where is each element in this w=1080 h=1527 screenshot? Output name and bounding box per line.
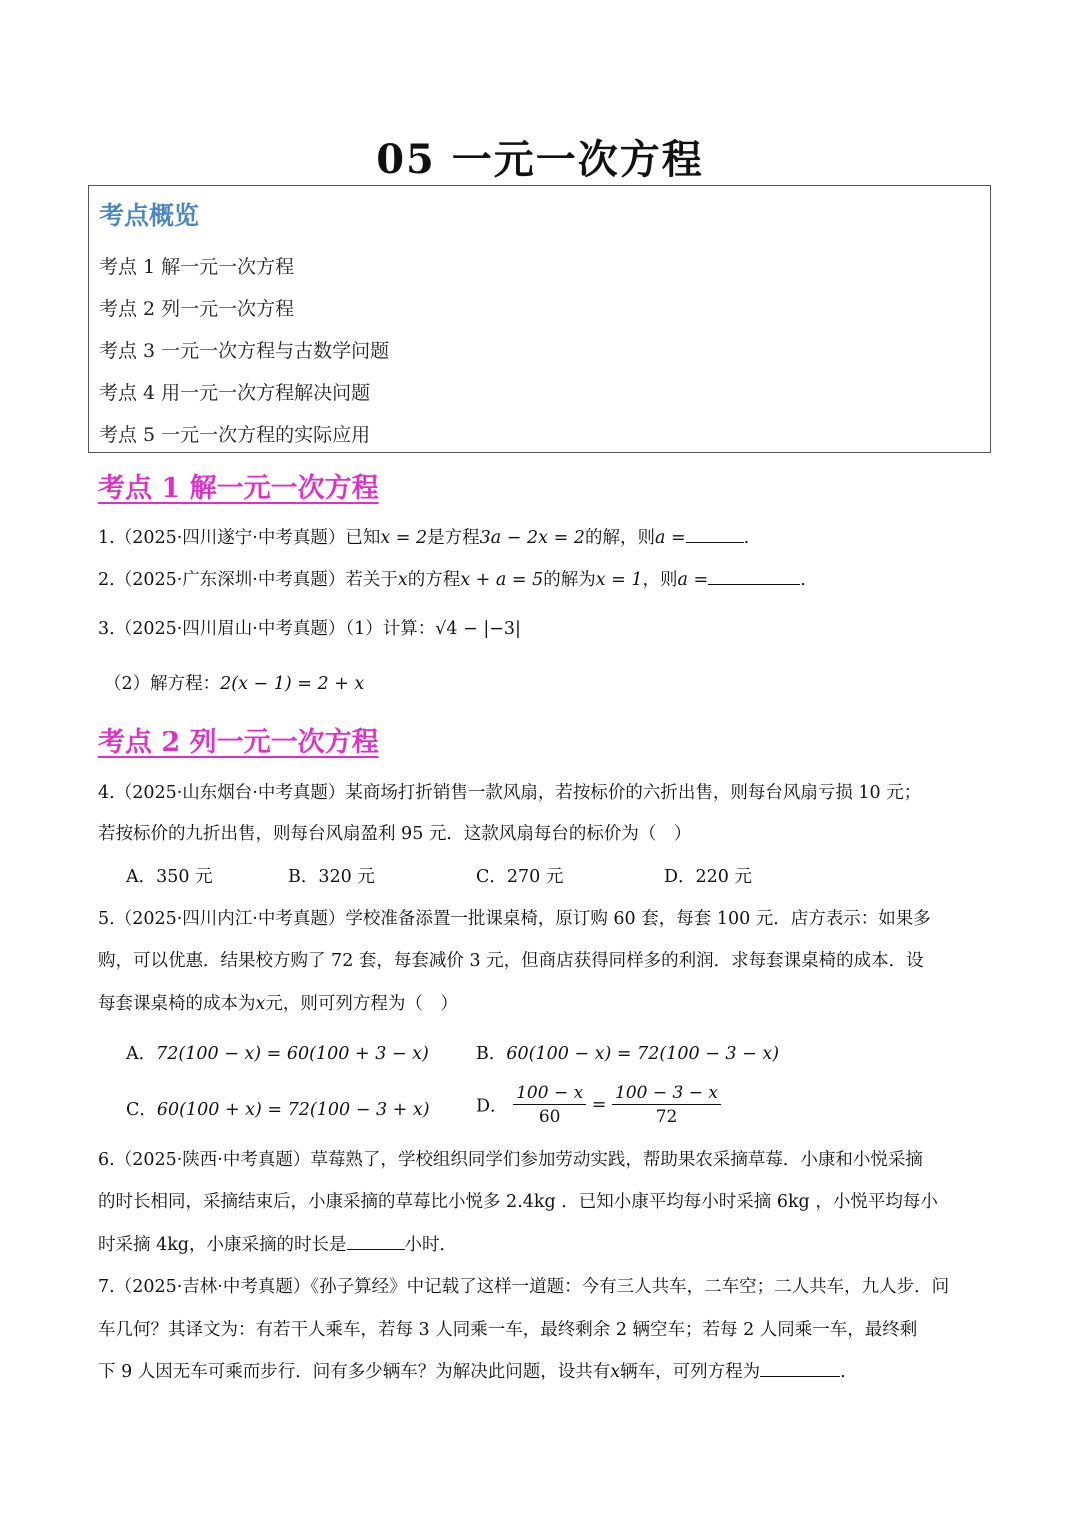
q5-option-d-num-2: 100 − 3 − x [612,1083,721,1105]
q4-option-c[interactable]: C．270 元 [476,867,564,887]
q5-option-d[interactable] [476,1083,721,1127]
q2-mid: 的方程 [407,570,461,590]
question-4-line-1: 4.（2025·山东烟台·中考真题）某商场打折销售一款风扇，若按标价的六折出售，则每台风扇亏损 10 元； [98,783,922,803]
q2-pre: 2.（2025·广东深圳·中考真题）若关于 [98,570,398,590]
q4-option-d[interactable]: D．220 元 [664,867,752,887]
q6-line3a: 时采摘 4kg，小康采摘的时长是 [98,1235,347,1255]
q1-pre: 1.（2025·四川遂宁·中考真题）已知 [98,528,381,548]
q1-eq1: x = 2 [380,528,428,548]
q3-pre: 3.（2025·四川眉山·中考真题）（1）计算： [98,619,436,639]
q2-mid2: 的解为 [543,570,596,590]
q5-line3-var: x [255,994,266,1014]
question-6-line-1: 6.（2025·陕西·中考真题）草莓熟了，学校组织同学们参加劳动实践，帮助果农采摘草莓．小康和小悦采摘 [98,1150,923,1170]
q5-option-d-num-1: 100 − x [513,1083,586,1105]
question-7-line-3 [98,1358,846,1383]
q6-answer-blank[interactable] [347,1235,405,1250]
q5-option-c[interactable] [126,1096,430,1121]
q2-var: x [397,570,408,590]
question-6-line-2: 的时长相同，采摘结束后，小康采摘的草莓比小悦多 2.4kg ．已知小康平均每小时采摘 6kg ，小悦平均每小 [98,1192,938,1212]
q5-option-c-eq: 60(100 + x) = 72(100 − 3 + x) [156,1100,430,1120]
q7-line3b: 辆车，可列方程为 [620,1362,761,1382]
q5-option-a[interactable] [126,1040,429,1065]
q7-end: . [840,1362,846,1382]
q1-ans: a = [654,528,686,548]
question-2 [98,566,806,591]
q5-option-b[interactable] [476,1040,779,1065]
q7-line3-var: x [610,1362,621,1382]
q2-ans: a = [677,570,709,590]
q5-line3b: 元，则可列方程为（ ） [265,994,458,1014]
question-7-line-1: 7.（2025·吉林·中考真题）《孙子算经》中记载了这样一道题：今有三人共车，二车空；二人共车，九人步．问 [98,1277,950,1297]
question-3-part-2 [104,670,364,695]
q5-option-d-den-1: 60 [538,1107,561,1127]
q5-option-d-fraction-2 [612,1083,721,1127]
question-4-line-2: 若按标价的九折出售，则每台风扇盈利 95 元．这款风扇每台的标价为（ ） [98,824,692,844]
q6-line3b: 小时． [404,1235,458,1255]
q5-option-d-label: D． [476,1096,508,1117]
q5-option-d-equals: = [591,1095,607,1115]
section-heading-2: 考点 2 列一元一次方程 [98,727,379,758]
q5-option-a-label: A． [126,1044,157,1064]
question-5-line-1: 5.（2025·四川内江·中考真题）学校准备添置一批课桌椅，原订购 60 套，每套 100 元．店方表示：如果多 [98,909,931,929]
question-1 [98,524,749,549]
q3-part2: （2）解方程： [104,674,221,694]
q2-sol: x = 1 [595,570,643,590]
q1-answer-blank[interactable] [686,528,744,543]
overview-item-4: 考点 4 用一元一次方程解决问题 [99,382,371,404]
q5-line3a: 每套课桌椅的成本为 [98,994,256,1014]
q3-eq: 2(x − 1) = 2 + x [220,674,365,694]
q4-option-a[interactable]: A．350 元 [126,867,213,887]
q1-eq2: 3a − 2x = 2 [479,528,585,548]
q5-option-b-eq: 60(100 − x) = 72(100 − 3 − x) [506,1044,780,1064]
q4-option-b[interactable]: B．320 元 [288,867,375,887]
q7-line3a: 下 9 人因无车可乘而步行．问有多少辆车？为解决此问题，设共有 [98,1362,611,1382]
overview-heading: 考点概览 [99,201,200,230]
q7-answer-blank[interactable] [760,1362,840,1377]
q2-post: ，则 [642,570,678,590]
question-5-line-2: 购，可以优惠．结果校方购了 72 套，每套减价 3 元，但商店获得同样多的利润．求每套课桌椅的成本．设 [98,951,924,971]
overview-item-1: 考点 1 解一元一次方程 [99,256,295,278]
q2-answer-blank[interactable] [708,570,800,585]
q5-option-a-eq: 72(100 − x) = 60(100 + 3 − x) [156,1044,429,1064]
q5-option-c-label: C． [126,1100,157,1120]
q1-post: 的解，则 [584,528,655,548]
overview-item-2: 考点 2 列一元一次方程 [99,298,295,320]
q5-option-d-fraction-1 [513,1083,586,1127]
section-heading-1: 考点 1 解一元一次方程 [98,473,379,504]
q3-expr: √4 − |−3| [435,619,521,639]
q5-option-b-label: B． [476,1044,507,1064]
page-title: 05 一元一次方程 [376,136,704,183]
question-5-line-3 [98,990,458,1015]
overview-item-5: 考点 5 一元一次方程的实际应用 [99,424,371,446]
overview-item-3: 考点 3 一元一次方程与古数学问题 [99,340,390,362]
q5-option-d-den-2: 72 [655,1107,678,1127]
question-7-line-2: 车几何？其译文为：有若干人乘车，若每 3 人同乘一车，最终剩余 2 辆空车；若每 2 人同乘一车，最终剩 [98,1320,918,1340]
q1-mid: 是方程 [427,528,480,548]
q2-end: . [800,570,806,590]
q1-end: . [743,528,750,548]
question-6-line-3 [98,1231,457,1256]
q2-eq: x + a = 5 [460,570,544,590]
overview-box [88,185,991,453]
question-3 [98,615,521,640]
